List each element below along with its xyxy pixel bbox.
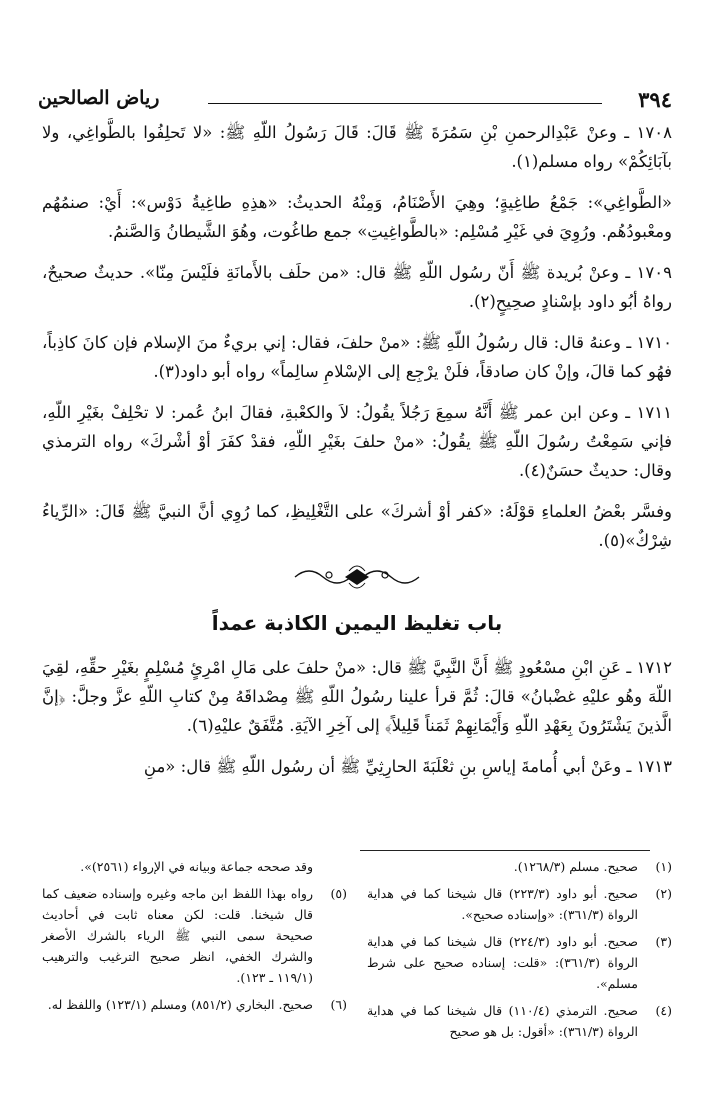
footnote-1 xyxy=(367,856,672,877)
footnote-number: (٣) xyxy=(655,934,672,949)
hadith-1713: ١٧١٣ ـ وعَنْ أبي أُمامةَ إياسِ بنِ ثعْلَبَةَ الحارِثِيِّ ﷺ أن رسُول اللّهِ ﷺ قال: «منِ xyxy=(143,757,672,776)
footnote-4 xyxy=(367,1000,672,1042)
hadith-1710: ١٧١٠ ـ وعنهُ قال: قال رسُولُ اللّهِ ﷺ: «منْ حلفَ، فقال: إني بريءٌ منَ الإسلام فإن كانَ كاذِباً، فهُو كما قالَ، وإنْ كان صادقاً، فلَنْ يرْجِع إلى الإسْلامِ سالِماً» رواه أبو داود(٣). xyxy=(42,333,672,381)
footnote-number: (١) xyxy=(655,859,672,874)
footnotes xyxy=(42,856,672,1066)
hadith-1712: ١٧١٢ ـ عَنِ ابْنِ مسْعُودٍ ﷺ أَنَّ النَّبِيَّ ﷺ قال: «منْ حلفَ على مَالِ امْرِئٍ مُسْلِمٍ بغَيْرِ حقِّهِ، لقِيَ اللّهَ وهُو عليْهِ غضْبانُ» قالَ: ثُمَّ قرأ علينا رسُولُ اللّهِ ﷺ مِصْداقَهُ مِنْ كتابِ اللّهِ عزَّ وجلَّ: ﴿إنَّ الَّذينَ يَشْتَرُونَ بِعَهْدِ اللّهِ وَأَيْمَانِهِمْ ثَمَناً قَلِيلاً﴾ إلى آخِرِ الآيَةِ. مُتَّفَقٌ عليْهِ(٦). xyxy=(42,658,672,735)
hadith-1711: ١٧١١ ـ وعن ابن عمر ﷺ أَنَّهُ سمِعَ رَجُلاً يقُولُ: لاَ والكعْبةِ، فقالَ ابنُ عُمر: لا تحْلِفْ بغَيْرِ اللّهِ، فإني سَمِعْتُ رسُولَ اللّهِ ﷺ يقُولُ: «منْ حلفَ بغَيْرِ اللّهِ، فقدْ كفَرَ أوْ أشْركَ» رواه الترمذي وقال: حديثٌ حسَنٌ(٤). xyxy=(42,403,672,480)
section-ornament xyxy=(42,555,672,605)
footnotes-left-column xyxy=(42,856,347,1021)
footnote-number: (٦) xyxy=(330,997,347,1012)
footnote-number: (٥) xyxy=(330,886,347,901)
commentary-shirk: وفسَّر بعْضُ العلماءِ قوْلَهُ: «كفر أوْ أشركَ» على التَّغْلِيظِ، كما رُوِي أنَّ النبيَّ ﷺ قَالَ: «الرِّياءُ شِرْكٌ»(٥). xyxy=(42,502,672,550)
footnote-number: (٢) xyxy=(655,886,672,901)
footnote-5 xyxy=(42,883,347,988)
footnote-text: رواه بهذا اللفظ ابن ماجه وغيره وإسناده ضعيف كما قال شيخنا. قلت: لكن معناه ثابت في أحاديث صحيحة سمى النبي ﷺ الرياء بالشرك الأصغر والشرك الخفي، انظر صحيح الترغيب والترهيب (١١٩/١ ـ ١٢٣). xyxy=(42,886,313,985)
footnote-text: صحيح. مسلم (١٢٦٨/٣). xyxy=(513,859,638,874)
book-title: رياض الصالحين xyxy=(38,87,160,109)
footnote-text: وقد صححه جماعة وبيانه في الإرواء (٢٥٦١)». xyxy=(80,859,313,874)
footnote-text: صحيح. البخاري (٨٥١/٢) ومسلم (١٢٣/١) واللفظ له. xyxy=(47,997,313,1012)
footnote-4-continued xyxy=(42,856,347,877)
footnote-text: صحيح. الترمذي (١١٠/٤) قال شيخنا كما في هداية الرواة (٣٦١/٣): «أقول: بل هو صحيح xyxy=(367,1003,638,1039)
footnote-rule xyxy=(360,850,650,851)
footnotes-right-column xyxy=(367,856,672,1048)
page-number: ٣٩٤ xyxy=(638,87,672,112)
running-header xyxy=(38,87,672,117)
footnote-6 xyxy=(42,994,347,1015)
hadith-1709: ١٧٠٩ ـ وعنْ بُريدة ﷺ أَنّ رسُول اللّهِ ﷺ قال: «من حلَف بالأَمانَةِ فلَيْسَ مِنّا». حديثٌ صحيحٌ، رواهُ أبُو داود بإسْنادٍ صحِيحٍ(٢). xyxy=(42,263,672,311)
footnote-2 xyxy=(367,883,672,925)
commentary-tawaghi: «الطَّواغِي»: جَمْعُ طاغِيةٍ؛ وهِيَ الأَصْنَامُ، وَمِنْهُ الحديثُ: «هذِهِ طاغِيةُ دَوْس»: أَيْ: صنمُهُم ومعْبودُهُم. ورُوِيَ في غَيْرِ مُسْلِم: «بالطَّواغِيتِ» جمع طاغُوت، وهُوَ الشَّيطانُ وَالصَّنمُ. xyxy=(42,193,672,241)
chapter-title: باب تغليظ اليمين الكاذبة عمداً xyxy=(211,611,503,635)
footnote-number xyxy=(313,856,347,877)
main-text xyxy=(42,118,672,781)
footnote-text: صحيح. أبو داود (٢٢٤/٣) قال شيخنا كما في هداية الرواة (٣٦١/٣): «قلت: إسناده صحيح على شرط مسلم». xyxy=(367,934,638,991)
hadith-1708: ١٧٠٨ ـ وعنْ عَبْدِالرحمنِ بْنِ سَمُرَةَ ﷺ قَالَ: قَالَ رَسُولُ اللّهِ ﷺ: «لا تَحلِفُوا بالطَّواغِي، ولا بآبَائِكُمْ» رواه مسلم(١). xyxy=(42,123,672,171)
footnote-3 xyxy=(367,931,672,994)
flourish-divider-icon xyxy=(287,555,427,595)
footnote-number: (٤) xyxy=(655,1003,672,1018)
footnote-text: صحيح. أبو داود (٢٢٣/٣) قال شيخنا كما في هداية الرواة (٣٦١/٣): «وإسناده صحيح». xyxy=(367,886,638,922)
header-rule xyxy=(208,103,602,104)
